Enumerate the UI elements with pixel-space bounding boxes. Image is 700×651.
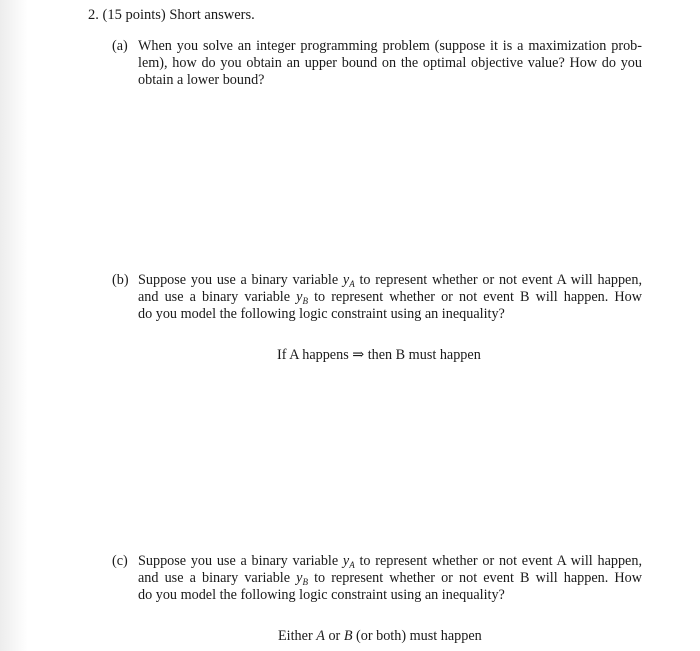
variable-y-b-subscript: B xyxy=(302,296,308,306)
part-a-line-3: obtain a lower bound? xyxy=(138,72,265,88)
part-c-line-2 xyxy=(138,570,642,587)
part-c-line-3: do you model the following logic constraint using an inequality? xyxy=(138,587,505,603)
constraint-or-text: or xyxy=(328,628,341,644)
variable-y-a xyxy=(343,553,355,569)
variable-y-a-subscript: A xyxy=(349,560,355,570)
part-b-text xyxy=(138,272,642,323)
part-b-label: (b) xyxy=(112,272,129,288)
part-c-line-1-pre: Suppose you use a binary variable xyxy=(138,553,339,569)
part-b-line-1-post: to represent whether or not event A will happen, xyxy=(359,272,642,288)
variable-y-a xyxy=(343,272,355,288)
part-a-label: (a) xyxy=(112,38,128,54)
question-title: (15 points) Short answers. xyxy=(102,7,255,23)
part-c-line-2-pre: and use a binary variable xyxy=(138,570,291,586)
event-b-symbol: B xyxy=(343,628,353,644)
part-c-line-2-post: to represent whether or not event B will happen. How xyxy=(314,570,642,586)
part-c xyxy=(112,553,642,604)
page-edge-shadow xyxy=(0,0,28,651)
part-c-line-1 xyxy=(138,553,642,570)
part-b-line-2-post: to represent whether or not event B will happen. How xyxy=(314,289,642,305)
variable-y-b xyxy=(296,289,308,305)
variable-y-a-subscript: A xyxy=(349,279,355,289)
variable-y-b xyxy=(296,570,308,586)
variable-y-a-base: y xyxy=(342,553,350,569)
part-b-line-1 xyxy=(138,272,642,289)
part-c-text xyxy=(138,553,642,604)
part-b-line-2 xyxy=(138,289,642,306)
constraint-then-text: then B must happen xyxy=(367,347,481,363)
part-a-line-1: When you solve an integer programming problem (suppose it is a maximization prob- xyxy=(138,38,642,54)
question-header xyxy=(88,6,255,24)
constraint-either-text: Either xyxy=(278,628,313,644)
variable-y-b-subscript: B xyxy=(302,577,308,587)
part-c-label: (c) xyxy=(112,553,128,569)
question-number: 2. xyxy=(88,7,99,23)
part-a xyxy=(112,38,642,89)
event-a-symbol: A xyxy=(316,628,325,644)
part-b xyxy=(112,272,642,323)
part-c-line-1-post: to represent whether or not event A will happen, xyxy=(359,553,642,569)
part-c-constraint xyxy=(278,627,482,645)
part-a-text xyxy=(138,38,642,89)
variable-y-b-base: y xyxy=(296,289,303,305)
part-a-line-2: lem), how do you obtain an upper bound on the optimal objective value? How do you xyxy=(138,55,642,71)
variable-y-a-base: y xyxy=(342,272,350,288)
constraint-both-text: (or both) must happen xyxy=(356,628,482,644)
part-b-line-3: do you model the following logic constraint using an inequality? xyxy=(138,306,505,322)
variable-y-b-base: y xyxy=(296,570,303,586)
implies-arrow-icon: ⇒ xyxy=(352,347,365,363)
part-b-constraint xyxy=(277,346,481,364)
part-b-line-2-pre: and use a binary variable xyxy=(138,289,291,305)
constraint-if-text: If A happens xyxy=(277,347,349,363)
part-b-line-1-pre: Suppose you use a binary variable xyxy=(138,272,339,288)
